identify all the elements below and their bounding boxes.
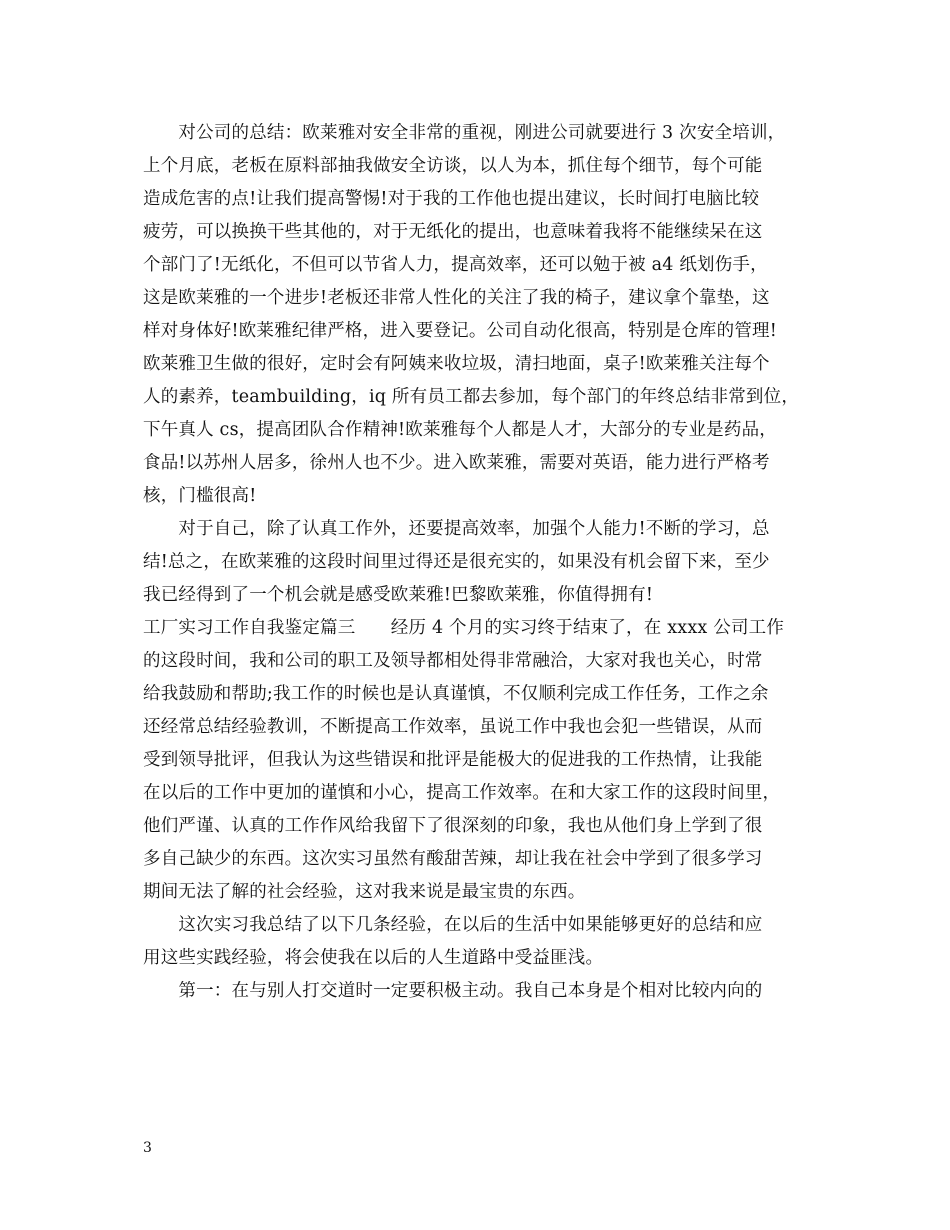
text-line: 第一：在与别人打交道时一定要积极主动。我自己本身是个相对比较内向的 (143, 981, 763, 1001)
page-number: 3 (143, 1140, 152, 1156)
text-line: 还经常总结经验教训，不断提高工作效率，虽说工作中我也会犯一些错误，从而 (143, 717, 763, 737)
text-line: 样对身体好!欧莱雅纪律严格，进入要登记。公司自动化很高，特别是仓库的管理! (143, 321, 777, 341)
text-line: 期间无法了解的社会经验，这对我来说是最宝贵的东西。 (143, 882, 586, 902)
text-line: 他们严谨、认真的工作作风给我留下了很深刻的印象，我也从他们身上学到了很 (143, 816, 763, 836)
text-line: 核，门槛很高! (143, 486, 257, 506)
text-line: 食品!以苏州人居多，徐州人也不少。进入欧莱雅，需要对英语，能力进行严格考 (143, 453, 770, 473)
text-line: 结!总之，在欧莱雅的这段时间里过得还是很充实的，如果没有机会留下来，至少 (143, 552, 770, 572)
text-line: 多自己缺少的东西。这次实习虽然有酸甜苦辣，却让我在社会中学到了很多学习 (143, 849, 763, 869)
text-line: 这次实习我总结了以下几条经验，在以后的生活中如果能够更好的总结和应 (143, 915, 763, 935)
text-line: 给我鼓励和帮助;我工作的时候也是认真谨慎，不仅顺利完成工作任务，工作之余 (143, 684, 769, 704)
text-line: 上个月底，老板在原料部抽我做安全访谈，以人为本，抓住每个细节，每个可能 (143, 156, 763, 176)
text-line: 的这段时间，我和公司的职工及领导都相处得非常融洽，大家对我也关心，时常 (143, 651, 763, 671)
text-line: 对于自己，除了认真工作外，还要提高效率，加强个人能力!不断的学习，总 (143, 519, 770, 539)
text-line: 用这些实践经验，将会使我在以后的人生道路中受益匪浅。 (143, 948, 604, 968)
text-line: 这是欧莱雅的一个进步!老板还非常人性化的关注了我的椅子，建议拿个靠垫，这 (143, 288, 770, 308)
text-line: 个部门了!无纸化，不但可以节省人力，提高效率，还可以勉于被 a4 纸划伤手， (143, 255, 768, 275)
text-line: 我已经得到了一个机会就是感受欧莱雅!巴黎欧莱雅，你值得拥有! (143, 585, 654, 605)
text-line: 工厂实习工作自我鉴定篇三 经历 4 个月的实习终于结束了，在 xxxx 公司工作 (143, 618, 785, 638)
text-line: 在以后的工作中更加的谨慎和小心，提高工作效率。在和大家工作的这段时间里， (143, 783, 781, 803)
text-line: 疲劳，可以换换干些其他的，对于无纸化的提出，也意味着我将不能继续呆在这 (143, 222, 763, 242)
text-line: 欧莱雅卫生做的很好，定时会有阿姨来收垃圾，清扫地面，桌子!欧莱雅关注每个 (143, 354, 770, 374)
text-line: 对公司的总结：欧莱雅对安全非常的重视，刚进公司就要进行 3 次安全培训， (143, 123, 786, 143)
text-line: 造成危害的点!让我们提高警惕!对于我的工作他也提出建议，长时间打电脑比较 (143, 189, 760, 209)
text-line: 人的素养，teambuilding，iq 所有员工都去参加，每个部门的年终总结非常到位， (143, 387, 800, 407)
text-line: 受到领导批评，但我认为这些错误和批评是能极大的促进我的工作热情，让我能 (143, 750, 763, 770)
text-line: 下午真人 cs，提高团队合作精神!欧莱雅每个人都是人才，大部分的专业是药品， (143, 420, 777, 440)
